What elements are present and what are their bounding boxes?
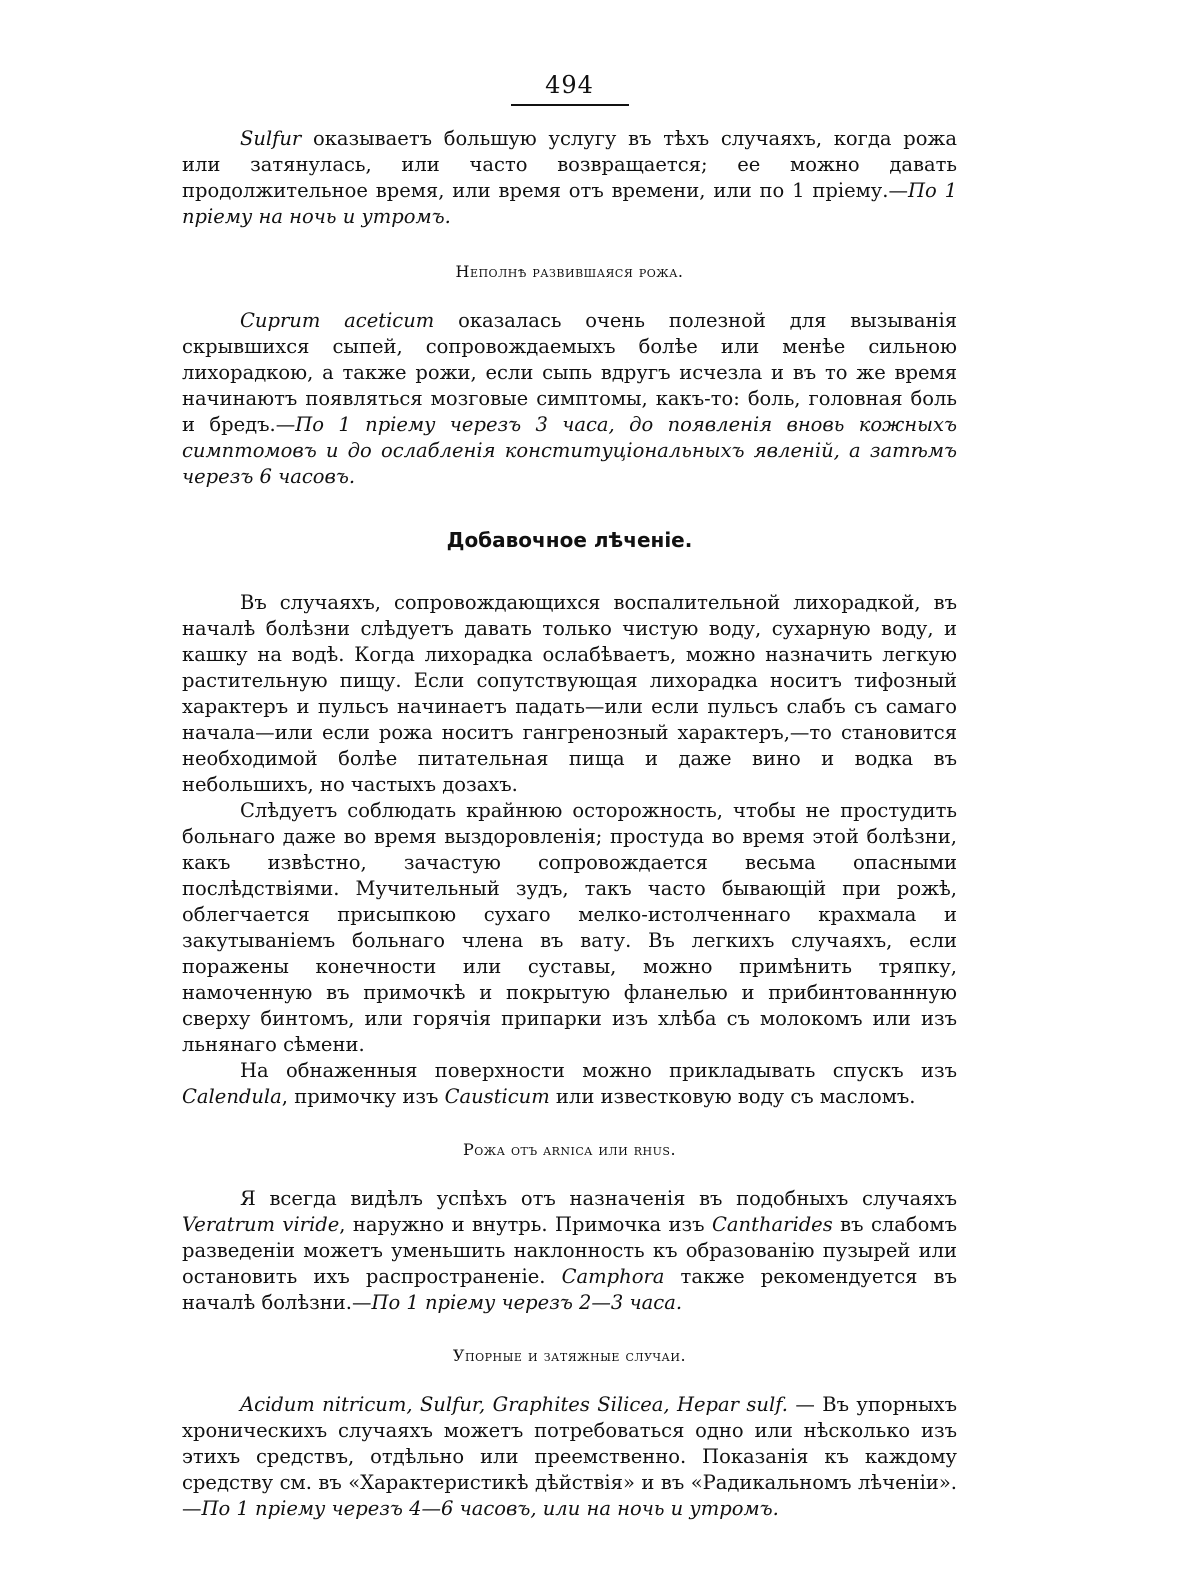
section-heading-arnica-rhus: Рожа отъ arnica или rhus. xyxy=(462,1140,677,1159)
remedy-name: Calendula xyxy=(182,1085,282,1108)
paragraph-care: Слѣдуетъ соблюдать крайнюю осторожность, чтобы не простудить больнаго даже во время выздоровленія; простуда во время этой болѣзни, какъ извѣстно, зачастую сопровождается весьма опасными послѣдствіями. Мучительный зудъ, такъ часто бывающій при рожѣ, облегчается присыпкою сухаго мелко-истолченнаго крахмала и закутываніемъ больнаго члена въ вату. Въ легкихъ случаяхъ, если поражены конечности или суставы, можно примѣнить тряпку, намоченную въ примочкѣ и покрытую фланелью и прибинтованнную сверху бинтомъ, или горячія припарки изъ хлѣба съ молокомъ или изъ льнянаго сѣмени. xyxy=(182,799,957,1056)
dosage-text: По 1 пріему черезъ 3 часа, до появленія вновь кожныхъ симптомовъ и до ослабленія конституціональныхъ явленій, а затѣмъ черезъ 6 часовъ. xyxy=(182,413,958,488)
paragraph-chronic xyxy=(182,1392,957,1522)
paragraph-text: оказываетъ большую услугу въ тѣхъ случаяхъ, когда рожа или затянулась, или часто возвращается; ее можно давать продолжительное время, или время отъ времени, или по 1 пріему.— xyxy=(182,127,957,202)
remedy-name: Camphora xyxy=(561,1265,665,1288)
remedy-name: Cuprum aceticum xyxy=(240,309,435,332)
dosage-text: По 1 пріему на ночь и утромъ. xyxy=(182,179,957,228)
paragraph-sulfur xyxy=(182,126,957,230)
page-number: 494 xyxy=(545,71,594,99)
section-heading-additional-treatment: Добавочное лѣченіе. xyxy=(446,528,693,552)
paragraph-text: въ слабомъ разведеніи можетъ уменьшить наклонность къ образованію пузырей или остановить ихъ распространеніе. xyxy=(182,1213,957,1288)
remedy-name: Sulfur xyxy=(240,127,302,150)
page-number-rule xyxy=(511,104,629,106)
paragraph-text: или известковую воду съ масломъ. xyxy=(549,1085,916,1108)
remedy-name: Veratrum viride xyxy=(182,1213,340,1236)
dosage-text: По 1 пріему черезъ 2—3 часа. xyxy=(371,1291,683,1314)
remedy-name: Cantharides xyxy=(712,1213,833,1236)
paragraph-surfaces xyxy=(182,1058,957,1110)
paragraph-text: Я всегда видѣлъ успѣхъ отъ назначенія въ подобныхъ случаяхъ xyxy=(240,1187,957,1210)
section-heading-incomplete-erysipelas: Неполнѣ развившаяся рожа. xyxy=(455,262,684,281)
remedy-list: Acidum nitricum, Sulfur, Graphites Silicea, Hepar sulf. xyxy=(240,1393,788,1416)
paragraph-text: оказалась очень полезной для вызыванія скрывшихся сыпей, сопровождаемыхъ болѣе или менѣе сильною лихорадкою, а также рожи, если сыпь вдругъ исчезла и въ то же время начинаютъ появляться мозговые симптомы, какъ-то: боль, головная боль и бредъ.— xyxy=(182,309,957,436)
paragraph-diet: Въ случаяхъ, сопровождающихся воспалительной лихорадкой, въ началѣ болѣзни слѣдуетъ давать только чистую воду, сухарную воду, и кашку на водѣ. Когда лихорадка ослабѣваетъ, можно назначить легкую растительную пищу. Если сопутствующая лихорадка носитъ тифозный характеръ и пульсъ начинаетъ падать—или если пульсъ слабъ съ самаго начала—или если рожа носитъ гангренозный характеръ,—то становится необходимой болѣе питательная пища и даже вино и водка въ небольшихъ, но частыхъ дозахъ. xyxy=(182,591,957,796)
paragraph-text: — Въ упорныхъ хроническихъ случаяхъ можетъ потребоваться одно или нѣсколько изъ этихъ средствъ, отдѣльно или преемственно. Показанія къ каждому средству см. въ «Характеристикѣ дѣйствія» и въ «Радикальномъ лѣченіи».— xyxy=(182,1393,957,1520)
remedy-name: Causticum xyxy=(444,1085,550,1108)
paragraph-cuprum xyxy=(182,308,957,490)
dosage-text: По 1 пріему черезъ 4—6 часовъ, или на ночь и утромъ. xyxy=(201,1497,779,1520)
paragraph-text: На обнаженныя поверхности можно прикладывать спускъ изъ xyxy=(240,1059,957,1082)
paragraph-veratrum xyxy=(182,1186,957,1316)
section-heading-persistent-cases: Упорные и затяжные случаи. xyxy=(452,1346,687,1365)
paragraph-text: , наружно и внутрь. Примочка изъ xyxy=(339,1213,713,1236)
document-page xyxy=(182,70,957,1522)
paragraph-text: также рекомендуется въ началѣ болѣзни.— xyxy=(182,1265,957,1314)
paragraph-text: , примочку изъ xyxy=(281,1085,445,1108)
